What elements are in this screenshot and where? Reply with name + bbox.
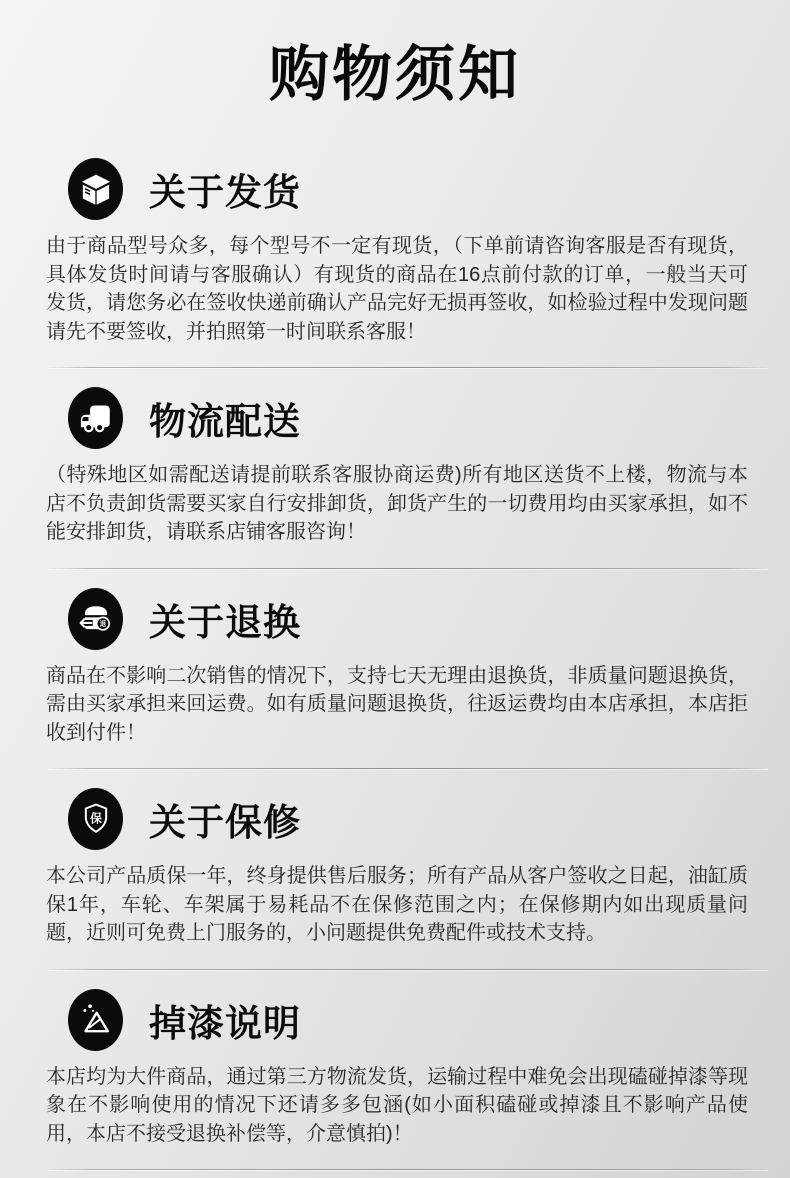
section-logistics-header bbox=[68, 386, 790, 450]
section-returns-body: 商品在不影响二次销售的情况下，支持七天无理由退换货，非质量问题退换货，需由买家承担来回运费。如有质量问题退换货，往返运费均由本店承担，本店拒收到付件！ bbox=[46, 664, 748, 744]
section-shipping-title: 关于发货 bbox=[149, 172, 301, 213]
section-divider bbox=[47, 969, 768, 970]
section-warranty-header bbox=[68, 787, 790, 851]
page-title: 购物须知 bbox=[269, 41, 521, 108]
warranty-shield-icon bbox=[68, 788, 123, 850]
section-returns-title: 关于退换 bbox=[149, 601, 301, 643]
section-divider bbox=[47, 568, 768, 569]
section-divider bbox=[47, 768, 768, 769]
paint-chip-icon bbox=[68, 989, 123, 1051]
section-paint-header bbox=[68, 988, 790, 1052]
section-divider bbox=[47, 1169, 768, 1170]
section-shipping-body: 由于商品型号众多，每个型号不一定有现货，（下单前请咨询客服是否有现货，具体发货时间请与客服确认）有现货的商品在16点前付款的订单，一般当天可发货，请您务必在签收快递前确认产品完好无损再签收，如检验过程中发现问题请先不要签收，并拍照第一时间联系客服！ bbox=[46, 235, 748, 343]
section-returns bbox=[0, 587, 790, 770]
section-logistics bbox=[0, 386, 790, 569]
section-paint-title: 掉漆说明 bbox=[149, 1002, 301, 1044]
section-shipping-header bbox=[68, 157, 790, 221]
section-shipping bbox=[0, 157, 790, 368]
section-returns-header bbox=[68, 587, 790, 651]
section-logistics-title: 物流配送 bbox=[149, 401, 301, 442]
section-warranty-title: 关于保修 bbox=[149, 802, 301, 843]
section-divider bbox=[47, 367, 768, 368]
section-warranty-body: 本公司产品质保一年，终身提供售后服务；所有产品从客户签收之日起，油缸质保1年，车轮、车架属于易耗品不在保修范围之内；在保修期内如出现质量问题，近则可免费上门服务的，小问题提供免费配件或技术支持。 bbox=[46, 865, 748, 944]
return-package-icon bbox=[68, 588, 123, 650]
package-box-icon bbox=[68, 158, 123, 220]
section-paint-body: 本店均为大件商品，通过第三方物流发货，运输过程中难免会出现磕碰掉漆等现象在不影响使用的情况下还请多多包涵(如小面积磕碰或掉漆且不影响产品使用，本店不接受退换补偿等，介意慎拍)！ bbox=[46, 1065, 748, 1145]
section-logistics-body: （特殊地区如需配送请提前联系客服协商运费)所有地区送货不上楼，物流与本店不负责卸货需要买家自行安排卸货，卸货产生的一切费用均由买家承担，如不能安排卸货，请联系店铺客服咨询！ bbox=[46, 464, 748, 543]
page-header bbox=[0, 0, 790, 110]
warranty-badge-glyph: 保 bbox=[89, 811, 102, 826]
section-warranty bbox=[0, 787, 790, 970]
delivery-truck-icon bbox=[68, 387, 123, 449]
section-paint bbox=[0, 988, 790, 1171]
return-badge-glyph: 退 bbox=[99, 620, 106, 628]
